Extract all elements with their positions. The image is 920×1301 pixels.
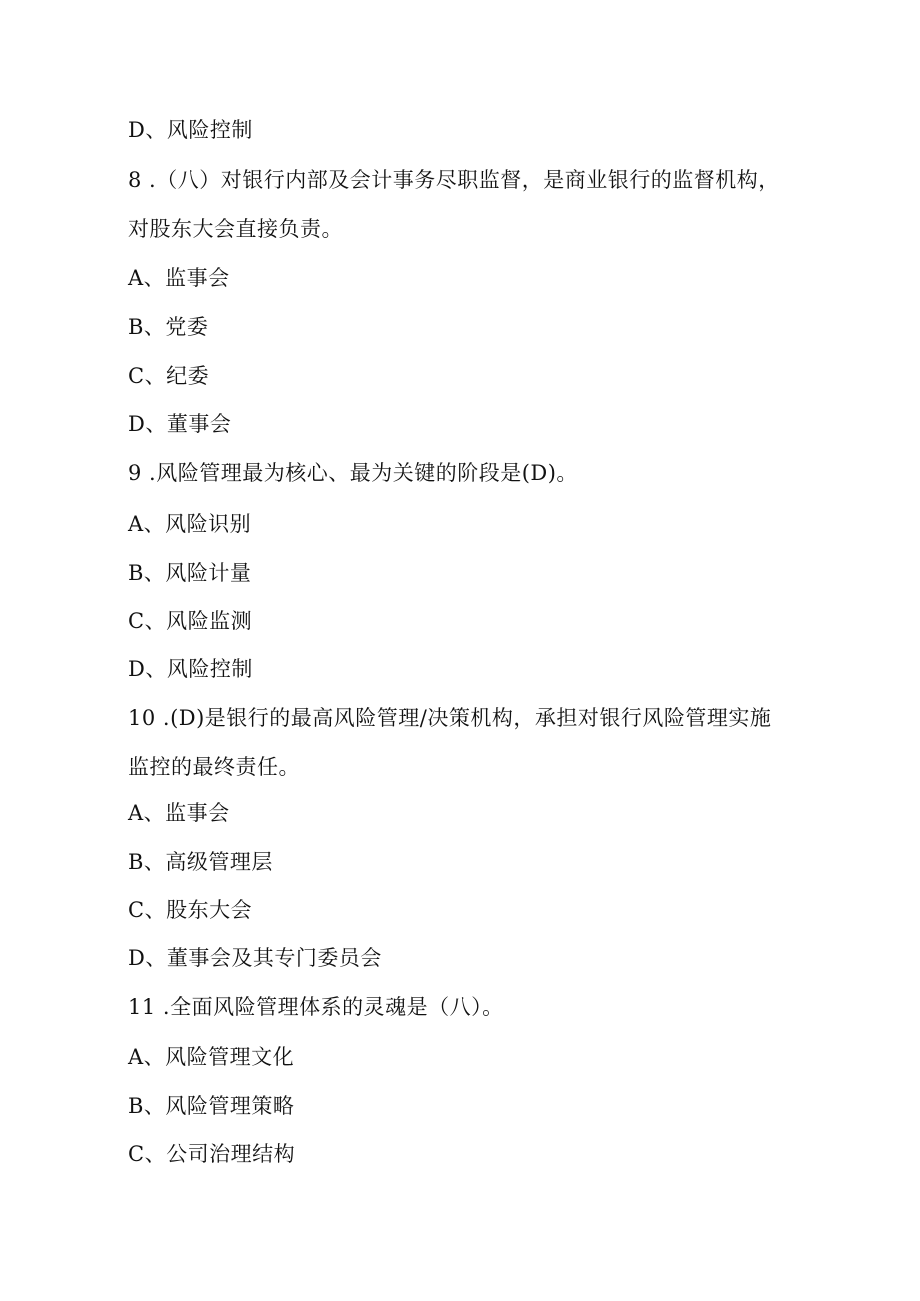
option-b-q10: B、高级管理层 [128, 850, 273, 874]
option-b-q11: B、风险管理策略 [128, 1094, 295, 1118]
question-10-line-2: 监控的最终责任。 [128, 755, 300, 779]
option-c-q11: C、公司治理结构 [128, 1142, 296, 1166]
option-d-q9: D、风险控制 [128, 657, 253, 681]
option-d-q8: D、董事会 [128, 412, 232, 436]
question-8-line-2: 对股东大会直接负责。 [128, 217, 343, 241]
question-11: 11 .全面风险管理体系的灵魂是（八）。 [128, 995, 504, 1019]
option-a-q8: A、监事会 [128, 266, 230, 290]
option-c-q9: C、风险监测 [128, 609, 253, 633]
option-b-q8: B、党委 [128, 315, 209, 339]
question-8-line-1: 8 .（八）对银行内部及会计事务尽职监督，是商业银行的监督机构， [128, 168, 780, 192]
question-9: 9 .风险管理最为核心、最为关键的阶段是(D)。 [128, 461, 578, 485]
question-10-line-1: 10 .(D)是银行的最高风险管理/决策机构，承担对银行风险管理实施 [128, 706, 772, 730]
option-c-q10: C、股东大会 [128, 898, 253, 922]
option-b-q9: B、风险计量 [128, 561, 252, 585]
option-d-q7: D、风险控制 [128, 118, 253, 142]
option-c-q8: C、纪委 [128, 364, 210, 388]
option-a-q10: A、监事会 [128, 801, 230, 825]
option-a-q9: A、风险识别 [128, 512, 252, 536]
option-a-q11: A、风险管理文化 [128, 1045, 295, 1069]
option-d-q10: D、董事会及其专门委员会 [128, 946, 382, 970]
